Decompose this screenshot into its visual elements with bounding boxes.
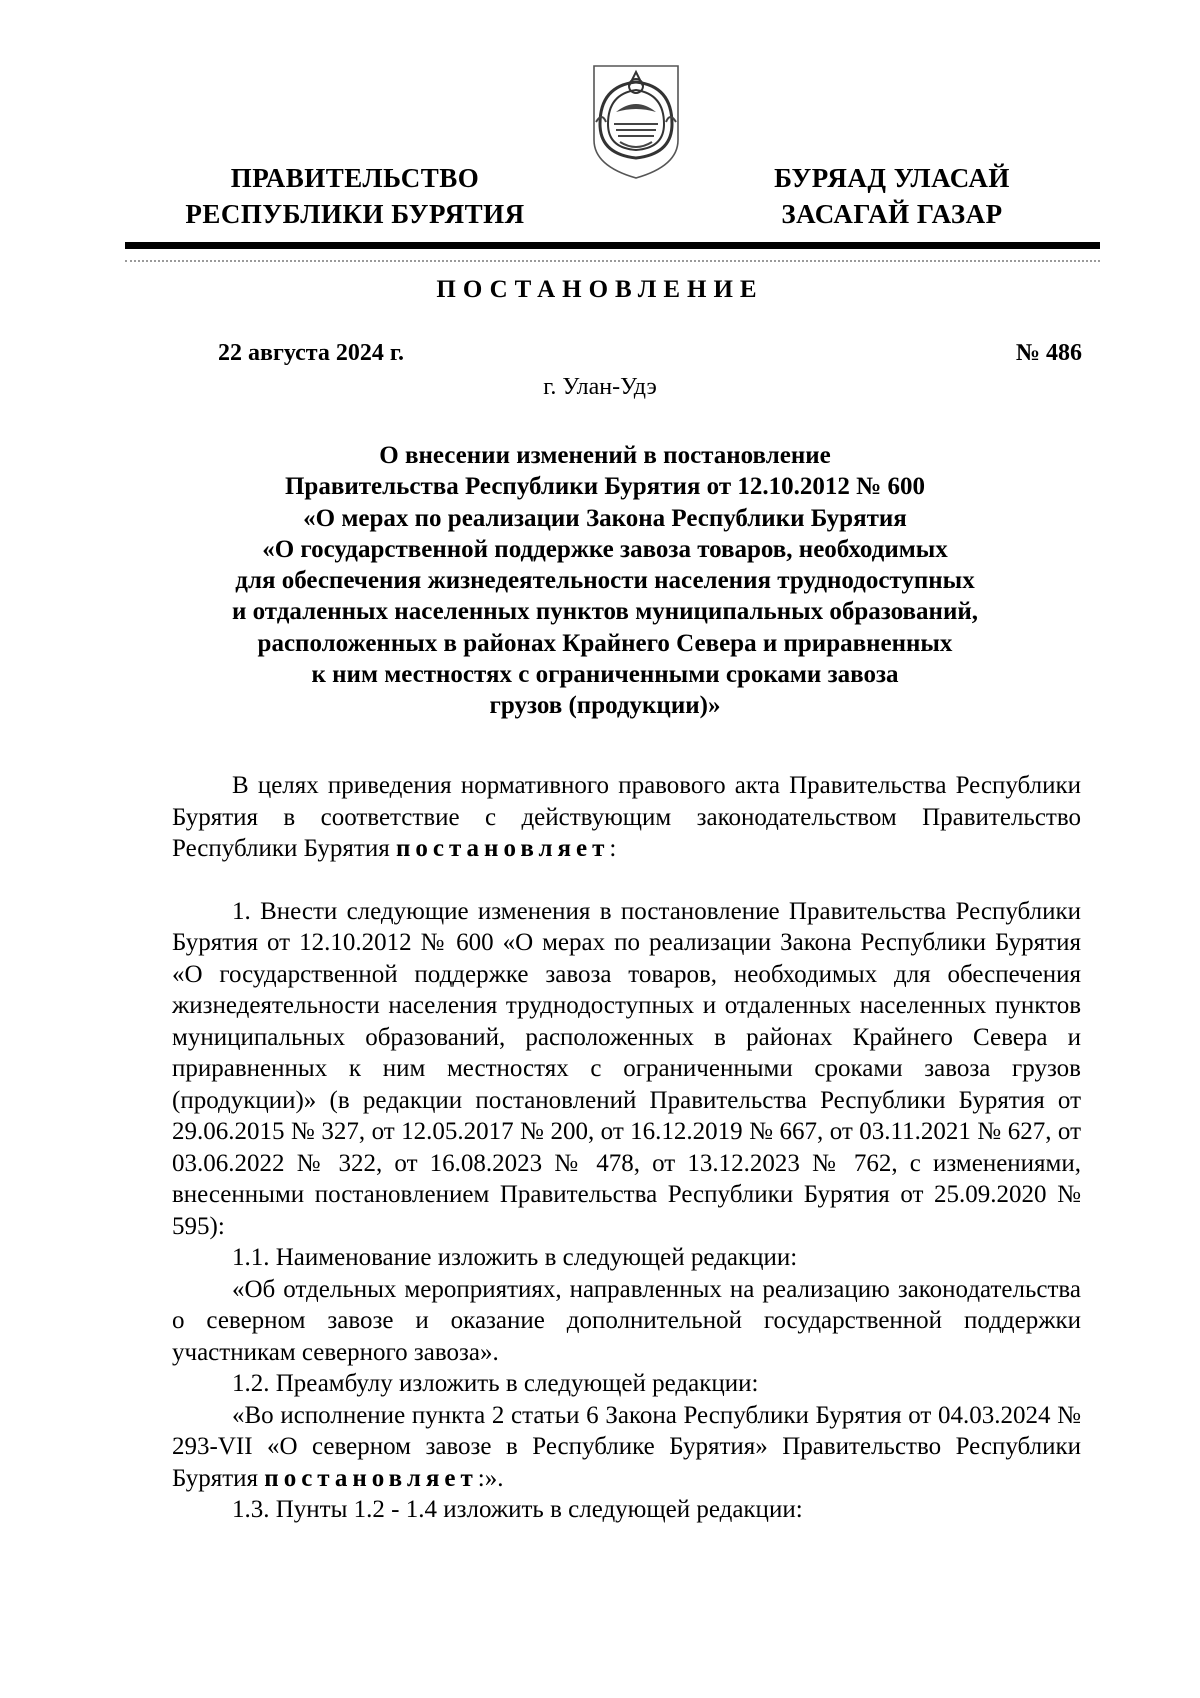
government-name-buryat-line2: ЗАСАГАЙ ГАЗАР (781, 199, 1003, 229)
title-line: «О государственной поддержке завоза товаров, необходимых (262, 535, 948, 563)
preamble-end: : (609, 835, 617, 862)
clause-1-1-text: «Об отдельных мероприятиях, направленных на реализацию законодательства о северном завозе и оказание дополнительной государственной поддержки участникам северного завоза». (172, 1275, 1081, 1366)
clause-1-1: 1.1. Наименование изложить в следующей редакции: (232, 1244, 798, 1271)
republic-coat-of-arms-icon (590, 62, 682, 180)
document-type-heading: ПОСТАНОВЛЕНИЕ (436, 276, 764, 303)
resolves-word: постановляет (395, 835, 610, 862)
clause-1-2-text (172, 1400, 1081, 1495)
clause-1-3: 1.3. Пунты 1.2 - 1.4 изложить в следующей редакции: (232, 1496, 803, 1523)
title-line: для обеспечения жизнедеятельности населения труднодоступных (235, 567, 975, 595)
preamble-paragraph (172, 770, 1081, 865)
title-line: расположенных в районах Крайнего Севера и приравненных (257, 629, 953, 657)
government-name-russian-line2: РЕСПУБЛИКИ БУРЯТИЯ (185, 199, 525, 229)
title-line: и отдаленных населенных пунктов муниципальных образований, (231, 598, 979, 626)
document-date: 22 августа 2024 г. (218, 340, 405, 366)
clause-1-2: 1.2. Преамбулу изложить в следующей редакции: (232, 1370, 759, 1397)
government-name-buryat (742, 160, 1042, 232)
title-line: к ним местностях с ограниченными сроками завоза (311, 661, 899, 689)
document-number: № 486 (1015, 340, 1082, 366)
clause-1-2-end: :». (477, 1464, 504, 1492)
government-name-buryat-line1: БУРЯАД УЛАСАЙ (774, 163, 1010, 193)
title-line: О внесении изменений в постановление (379, 442, 831, 469)
title-line: грузов (продукции)» (489, 692, 721, 720)
title-line: Правительства Республики Бурятия от 12.10.2012 № 600 (284, 473, 925, 501)
header-thick-rule (125, 242, 1100, 249)
government-name-russian (180, 160, 530, 232)
document-city: г. Улан-Удэ (543, 374, 657, 400)
clause-1-2-text-body: «Во исполнение пункта 2 статьи 6 Закона Республики Бурятия от 04.03.2024 № 293-VII «О северном завозе в Республике Бурятия» Правительство Республики Бурятия (172, 1401, 1081, 1492)
government-name-russian-line1: ПРАВИТЕЛЬСТВО (230, 163, 480, 193)
clause-1: 1. Внести следующие изменения в постановление Правительства Республики Бурятия от 12.10.2012 № 600 «О мерах по реализации Закона Республики Бурятия «О государственной поддержке завоза товаров, необходимых для обеспечения жизнедеятельности населения труднодоступных и отдаленных населенных пунктов муниципальных образований, расположенных в районах Крайнего Севера и приравненных к ним местностях с ограниченными сроками завоза грузов (продукции)» (в редакции постановлений Правительства Республики Бурятия от 29.06.2015 № 327, от 12.05.2017 № 200, от 16.12.2019 № 667, от 03.11.2021 № 627, от 03.06.2022 № 322, от 16.08.2023 № 478, от 13.12.2023 № 762, с изменениями, внесенными постановлением Правительства Республики Бурятия от 25.09.2020 № 595): (172, 897, 1081, 1240)
title-line: «О мерах по реализации Закона Республики Бурятия (303, 504, 907, 532)
header-dotted-rule (125, 260, 1100, 262)
document-title (170, 440, 1040, 722)
document-body (172, 770, 1081, 1526)
preamble-text: В целях приведения нормативного правового акта Правительства Республики Бурятия в соответствие с действующим законодательством Правительство Республики Бурятия (172, 772, 1081, 862)
clause-1-2-resolves-word: постановляет (264, 1464, 478, 1492)
